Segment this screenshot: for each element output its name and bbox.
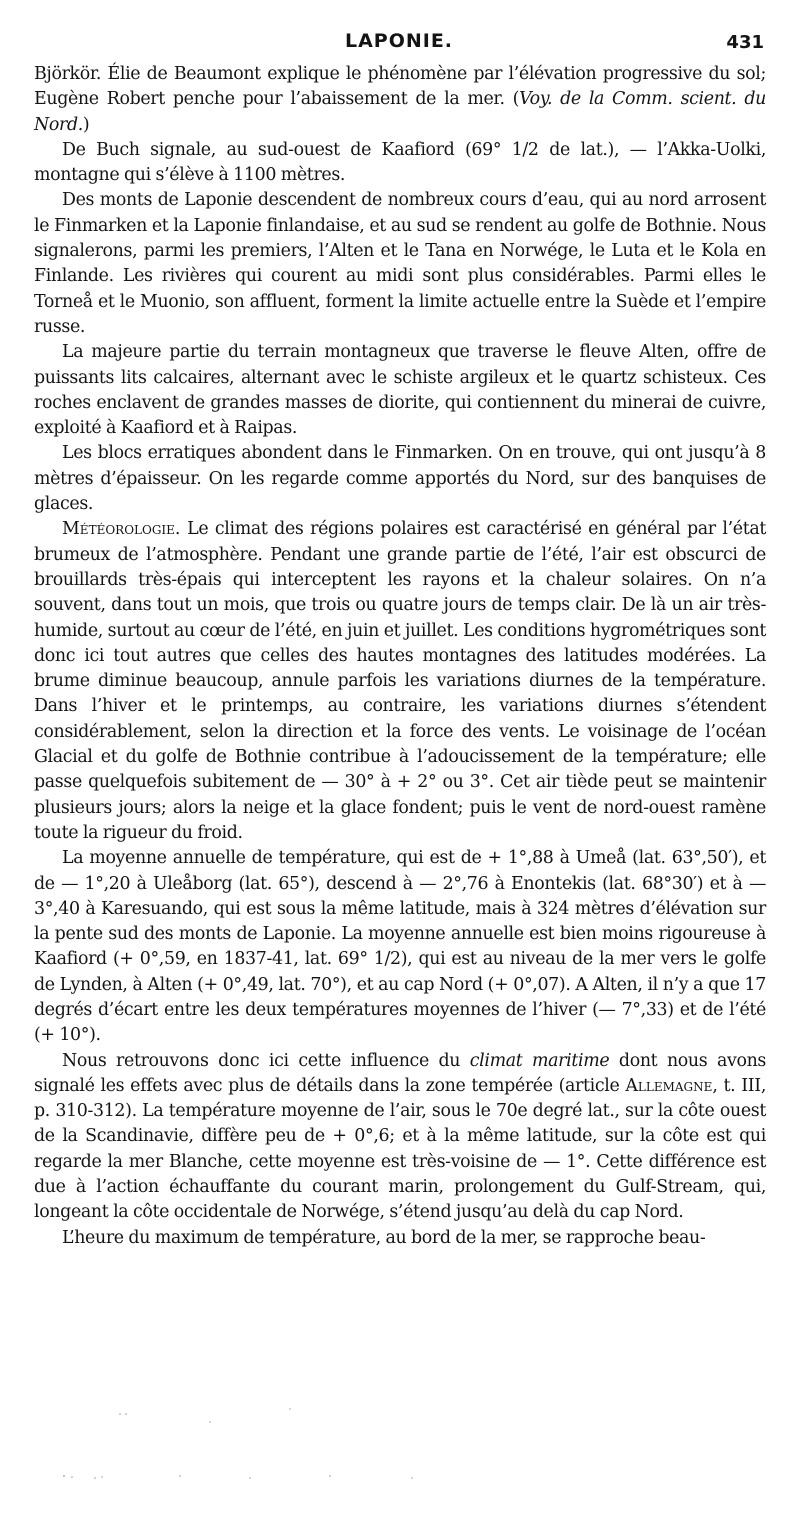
text-run: L’heure du maximum de température, au bord de la mer, se rapproche beau- — [62, 1227, 706, 1248]
paragraph — [34, 441, 766, 517]
paragraph — [34, 1049, 766, 1226]
page-header — [34, 30, 764, 60]
scan-specks — [0, 1400, 800, 1518]
text-run: Björkör. Élie de Beaumont explique le phénomène par l’élévation progressive du sol; Eugène Robert penche pour l’abaissement de la mer. ( — [34, 64, 766, 110]
italic-text: Voy. de la Comm. scient. du Nord. — [34, 89, 766, 135]
text-run: Nous retrouvons donc ici cette influence du — [62, 1050, 470, 1071]
text-run: De Buch signale, au sud-ouest de Kaafiord (69° 1/2 de lat.), — l’Akka-Uolki, montagne qui s’élève à 1100 mètres. — [34, 139, 766, 186]
text-run: ) — [82, 114, 90, 135]
paragraph — [34, 1226, 766, 1251]
text-run: , t. III, p. 310-312). La température moyenne de l’air, sous le 70e degré lat., sur la côte ouest de la Scandinavie, diffère peu de + 0°,6; et à la même latitude, sur la côte est qui regarde la mer Blanche, cette moyenne est très-voisine de — 1°. Cette différence est due à l’action échauffante du courant marin, prolongement du Gulf-Stream, qui, longeant la côte occidentale de Norwége, s’étend jusqu’au delà du cap Nord. — [34, 1075, 766, 1223]
paragraph — [34, 340, 766, 441]
paragraph — [34, 62, 766, 138]
text-run: La majeure partie du terrain montagneux que traverse le fleuve Alten, offre de puissants lits calcaires, alternant avec le schiste argileux et le quartz schisteux. Ces roches enclavent de grandes masses de diorite, qui contiennent du minerai de cuivre, exploité à Kaafiord et à Raipas. — [34, 342, 766, 439]
body-text — [34, 62, 766, 1251]
paragraph — [34, 846, 766, 1048]
running-title: LAPONIE. — [344, 30, 454, 52]
text-run: La moyenne annuelle de température, qui est de + 1°,88 à Umeå (lat. 63°,50′), et de — 1°,20 à Uleåborg (lat. 65°), descend à — 2°,76 à Enontekis (lat. 68°30′) et à — 3°,40 à Karesuando, qui est sous la même latitude, mais à 324 mètres d’élévation sur la pente sud des monts de Laponie. La moyenne annuelle est bien moins rigoureuse à Kaafiord (+ 0°,59, en 1837-41, lat. 69° 1/2), qui est au niveau de la mer vers le golfe de Lynden, à Alten (+ 0°,49, lat. 70°), et au cap Nord (+ 0°,07). A Alten, il n’y a que 17 degrés d’écart entre les deux températures moyennes de l’hiver (— 7°,33) et de l’été (+ 10°). — [34, 848, 766, 1046]
italic-text: climat maritime — [469, 1050, 610, 1071]
paragraph — [34, 188, 766, 340]
text-run: Le climat des régions polaires est caractérisé en général par l’état brumeux de l’atmosphère. Pendant une grande partie de l’été, l’air est obscurci de brouillards très-épais qui interceptent les rayons et la chaleur solaires. On n’a souvent, dans tout un mois, que trois ou quatre jours de temps clair. De là un air très-humide, surtout au cœur de l’été, en juin et juillet. Les conditions hygrométriques sont donc ici tout autres que celles des hautes montagnes des latitudes modérées. La brume diminue beaucoup, annule parfois les variations diurnes de la température. Dans l’hiver et le printemps, au contraire, les variations diurnes s’étendent considérablement, selon la direction et la force des vents. Le voisinage de l’océan Glacial et du golfe de Bothnie contribue à l’adoucissement de la température; elle passe quelquefois subitement de — 30° à + 2° ou 3°. Cet air tiède peut se maintenir plusieurs jours; alors la neige et la glace fondent; puis le vent de nord-ouest ramène toute la rigueur du froid. — [34, 519, 766, 843]
text-run: Des monts de Laponie descendent de nombreux cours d’eau, qui au nord arrosent le Finmarken et la Laponie finlandaise, et au sud se rendent au golfe de Bothnie. Nous signalerons, parmi les premiers, l’Alten et le Tana en Norwége, le Luta et le Kola en Finlande. Les rivières qui courent au midi sont plus considérables. Parmi elles le Torneå et le Muonio, son affluent, forment la limite actuelle entre la Suède et l’empire russe. — [34, 190, 766, 337]
paragraph — [34, 138, 766, 189]
small-caps-text: Allemagne — [625, 1075, 713, 1096]
text-run: dont nous avons signalé les effets avec plus de détails dans la zone tempérée (article — [34, 1050, 767, 1096]
paragraph — [34, 517, 766, 846]
text-run: Les blocs erratiques abondent dans le Finmarken. On en trouve, qui ont jusqu’à 8 mètres d’épaisseur. On les regarde comme apportés du Nord, sur des banquises de glaces. — [34, 443, 766, 515]
small-caps-text: Météorologie. — [62, 519, 181, 540]
page-number: 431 — [726, 32, 764, 53]
